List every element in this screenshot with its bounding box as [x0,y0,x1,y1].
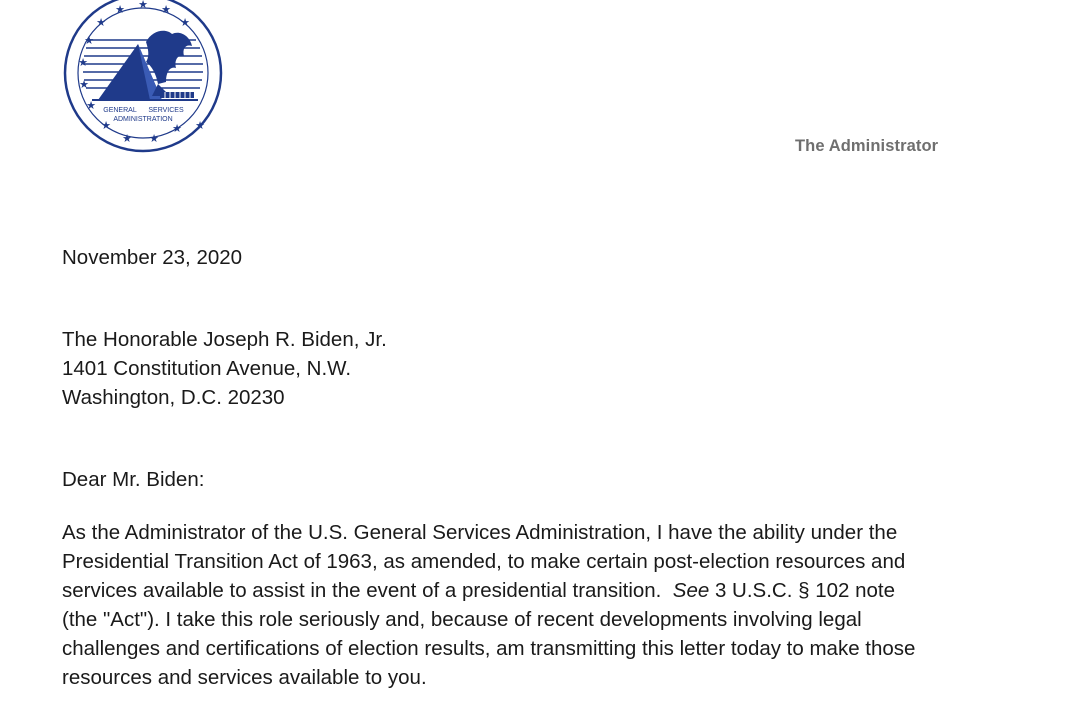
salutation: Dear Mr. Biden: [62,468,205,491]
seal-text-line1b: SERVICES [148,107,184,114]
office-title: The Administrator [795,137,939,155]
body-line [62,576,915,605]
svg-text:★: ★ [172,123,182,135]
svg-text:★: ★ [86,100,96,112]
svg-text:★: ★ [138,0,148,11]
body-line: challenges and certifications of election results, am transmitting this letter today to make those [62,637,916,660]
svg-text:★: ★ [195,120,205,132]
svg-text:★: ★ [84,35,94,47]
body-line: (the "Act"). I take this role seriously and, because of recent developments involving legal [62,608,862,631]
svg-text:★: ★ [115,4,125,16]
body-text: 3 U.S.C. § 102 note [709,579,896,602]
svg-text:★: ★ [78,57,88,69]
recipient-name: The Honorable Joseph R. Biden, Jr. [62,328,387,351]
svg-text:★: ★ [122,133,132,145]
body-line: resources and services available to you. [62,666,427,689]
recipient-address [62,325,387,412]
seal-text-line1: GENERAL [103,107,137,114]
gsa-seal-logo [62,0,224,154]
svg-text:★: ★ [180,17,190,29]
body-text: services available to assist in the event of a presidential transition. [62,579,673,602]
seal-text-line2: ADMINISTRATION [113,116,173,123]
recipient-street: 1401 Constitution Avenue, N.W. [62,357,352,380]
svg-text:★: ★ [101,120,111,132]
body-paragraph [62,518,915,692]
body-line: Presidential Transition Act of 1963, as amended, to make certain post-election resources and [62,550,906,573]
letter-date: November 23, 2020 [62,246,243,269]
recipient-city: Washington, D.C. 20230 [62,386,285,409]
body-line: As the Administrator of the U.S. General Services Administration, I have the ability under the [62,521,898,544]
svg-text:★: ★ [79,79,89,91]
svg-text:★: ★ [149,133,159,145]
svg-text:★: ★ [96,17,106,29]
citation-signal: See [672,579,710,602]
svg-text:★: ★ [161,4,171,16]
